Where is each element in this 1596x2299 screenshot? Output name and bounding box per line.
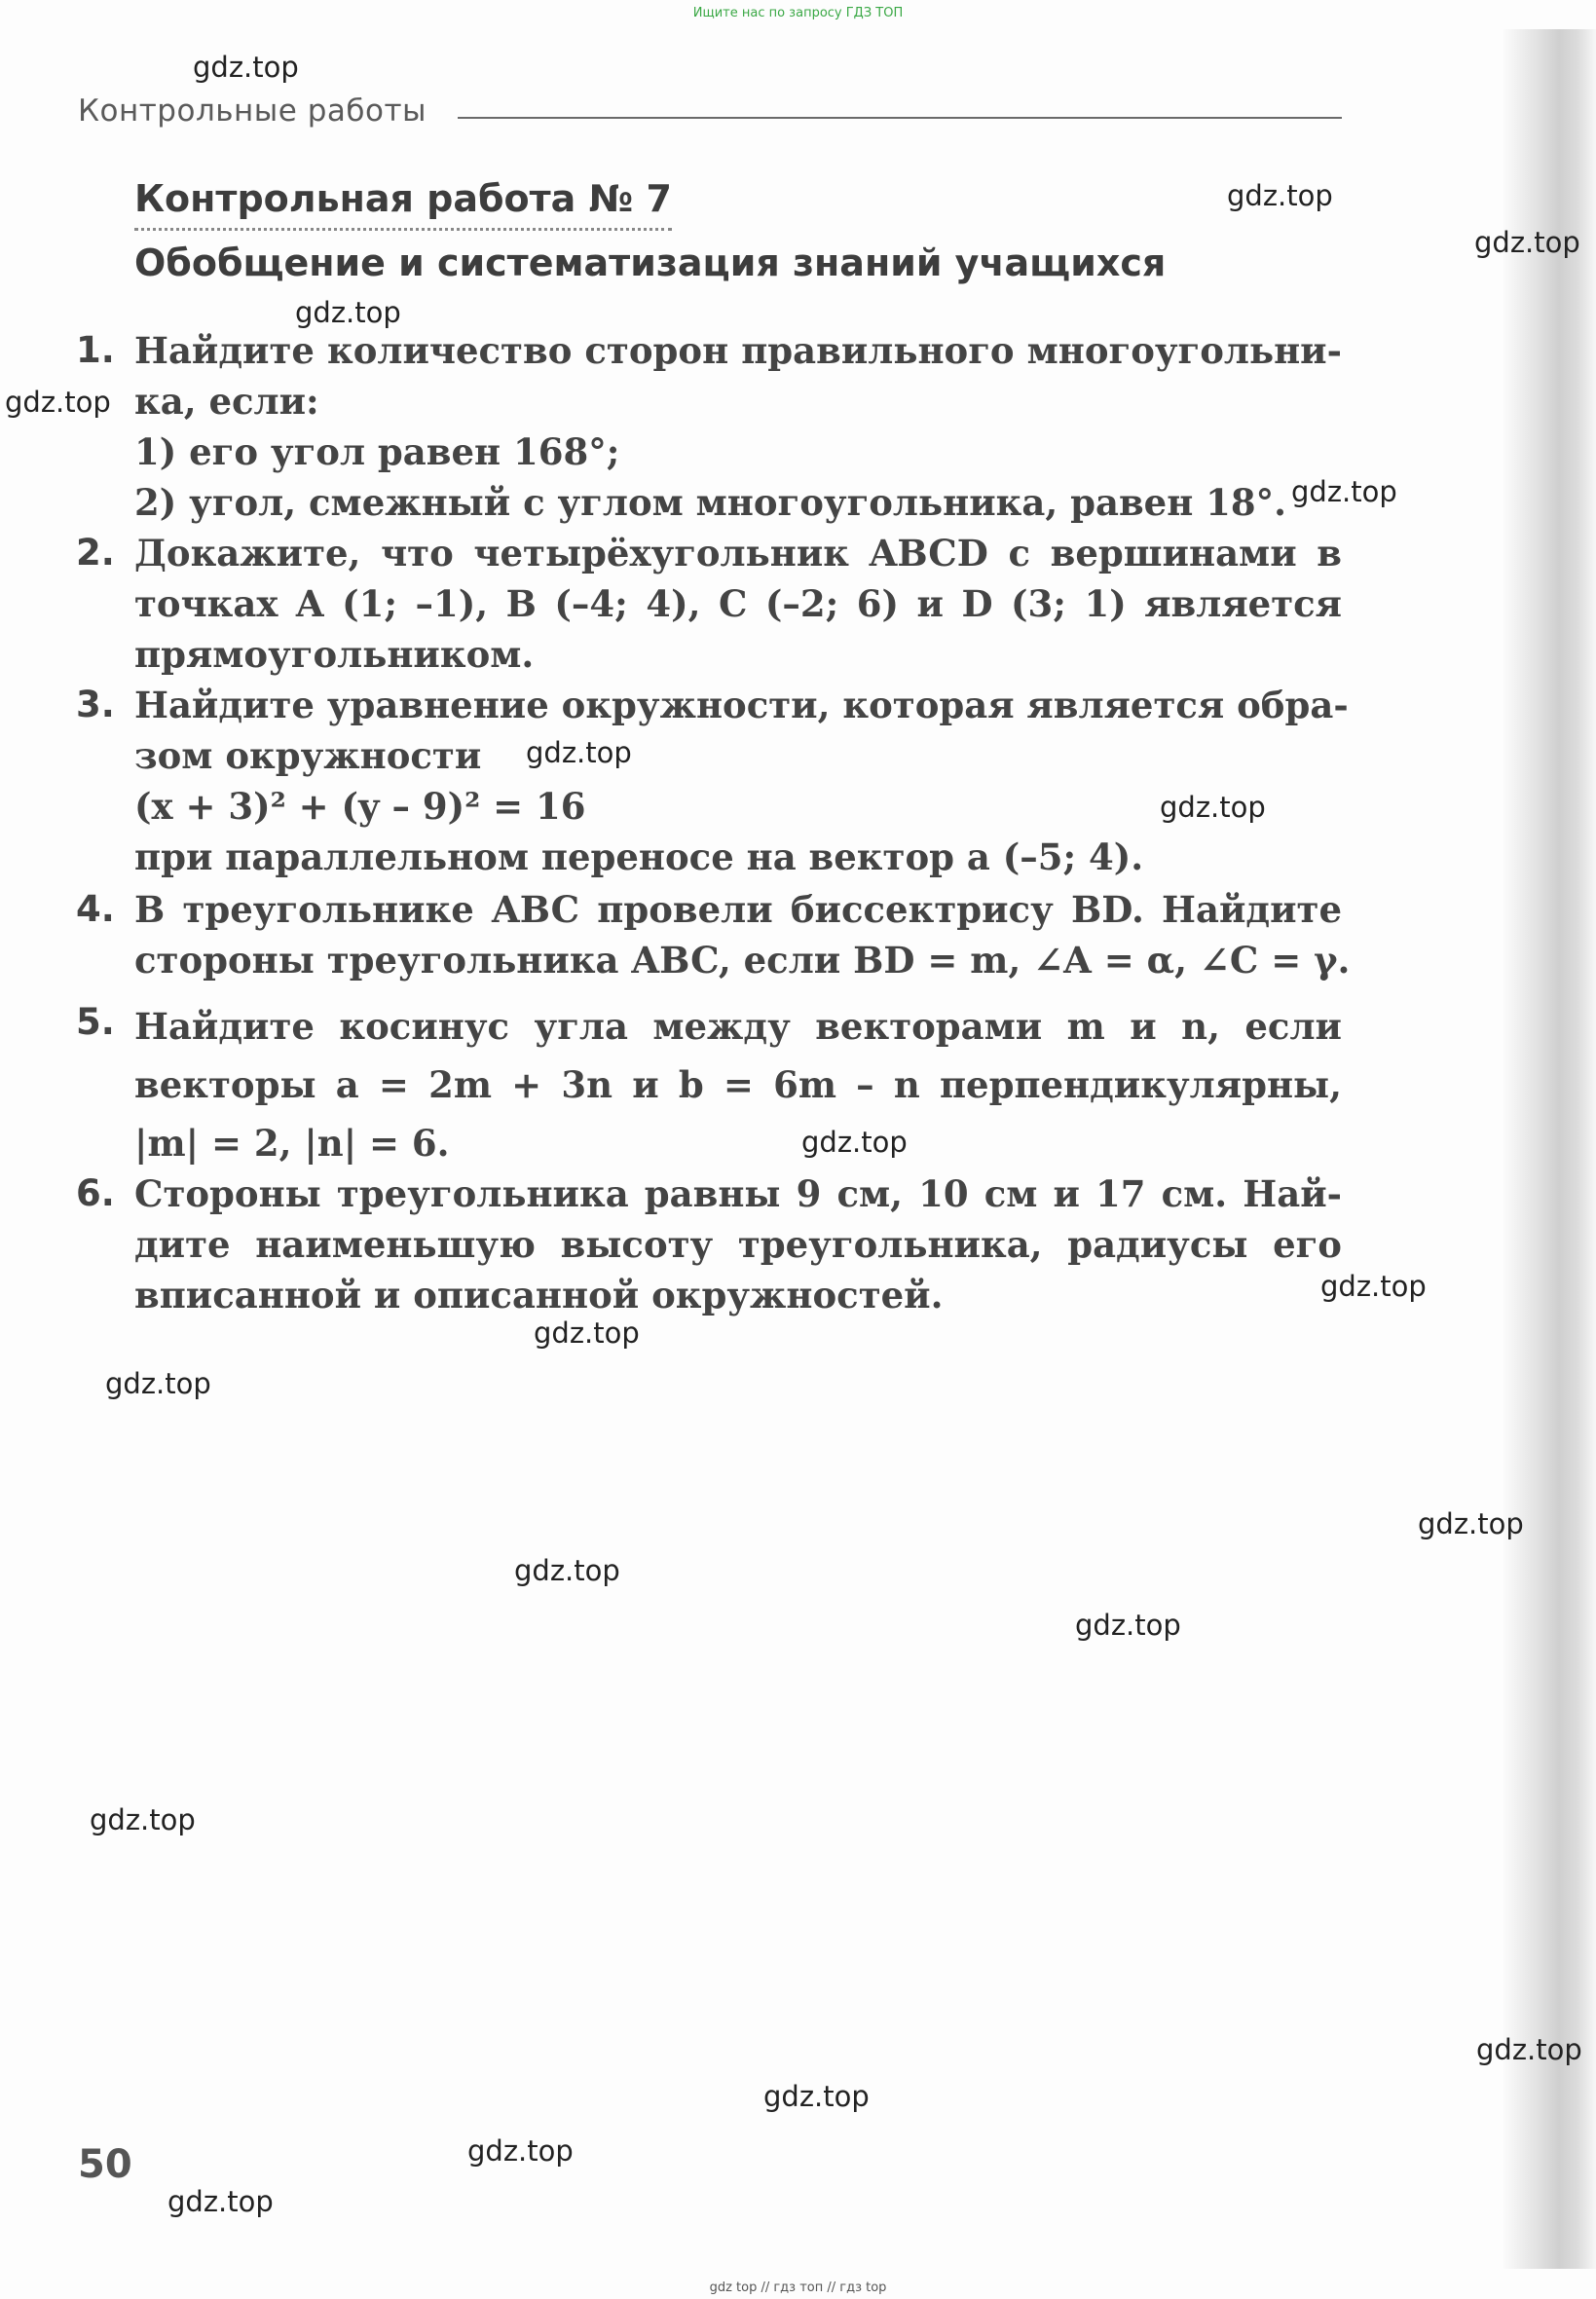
task-line: Найдите количество сторон правильного многоугольни- xyxy=(134,329,1342,372)
task-line: |m| = 2, |n| = 6. xyxy=(134,1122,450,1165)
watermark: gdz.top xyxy=(295,296,401,329)
section-title: Контрольные работы xyxy=(78,93,427,129)
task-line: зом окружности xyxy=(134,734,482,777)
task-line: вписанной и описанной окружностей. xyxy=(134,1274,944,1316)
task-line: В треугольнике ABC провели биссектрису BD. Найдите xyxy=(134,888,1342,931)
task-line: прямоугольником. xyxy=(134,633,535,676)
watermark: gdz.top xyxy=(1160,791,1266,824)
watermark: gdz.top xyxy=(763,2080,870,2113)
task-line: 2) угол, смежный с углом многоугольника, равен 18°. xyxy=(134,481,1287,524)
watermark: gdz.top xyxy=(467,2134,574,2168)
watermark: gdz.top xyxy=(1075,1609,1181,1642)
watermark: gdz.top xyxy=(534,1316,640,1350)
task-number: 2. xyxy=(76,532,115,574)
watermark: gdz.top xyxy=(526,736,632,769)
watermark: gdz.top xyxy=(1474,226,1580,259)
test-title: Контрольная работа № 7 xyxy=(134,177,672,231)
watermark: gdz.top xyxy=(105,1367,211,1400)
task-number: 5. xyxy=(76,1001,115,1043)
watermark: gdz.top xyxy=(1291,475,1397,508)
task-number: 4. xyxy=(76,888,115,930)
book-spine-shadow xyxy=(1503,29,1596,2269)
task-number: 6. xyxy=(76,1172,115,1214)
task-line: Найдите уравнение окружности, которая является обра- xyxy=(134,684,1349,726)
page-number: 50 xyxy=(78,2142,132,2187)
task-line: стороны треугольника ABC, если BD = m, ∠A = α, ∠C = γ. xyxy=(134,939,1351,982)
task-line: дите наименьшую высоту треугольника, радиусы его xyxy=(134,1223,1342,1266)
watermark: gdz.top xyxy=(193,51,299,84)
watermark: gdz.top xyxy=(5,386,111,419)
task-number: 1. xyxy=(76,329,115,371)
task-line: 1) его угол равен 168°; xyxy=(134,430,620,473)
task-line: Докажите, что четырёхугольник ABCD с вершинами в xyxy=(134,532,1342,575)
watermark: gdz.top xyxy=(1227,179,1333,212)
watermark: gdz.top xyxy=(1476,2033,1582,2066)
task-number: 3. xyxy=(76,684,115,725)
task-line: Стороны треугольника равны 9 см, 10 см и 17 см. Най- xyxy=(134,1172,1342,1215)
watermark: gdz.top xyxy=(1418,1507,1524,1540)
equation: (x + 3)² + (y – 9)² = 16 xyxy=(134,785,586,828)
top-search-note: Ищите нас по запросу ГДЗ ТОП xyxy=(692,6,904,20)
watermark: gdz.top xyxy=(514,1554,620,1587)
header-rule xyxy=(458,117,1342,119)
test-subtitle: Обобщение и систематизация знаний учащихся xyxy=(134,241,1167,284)
task-line: при параллельном переносе на вектор a (–5; 4). xyxy=(134,835,1144,878)
watermark: gdz.top xyxy=(1320,1270,1427,1303)
watermark: gdz.top xyxy=(167,2185,274,2218)
task-line: ка, если: xyxy=(134,380,319,423)
task-line: векторы a = 2m + 3n и b = 6m – n перпендикулярны, xyxy=(134,1063,1342,1106)
watermark: gdz.top xyxy=(801,1126,908,1159)
watermark: gdz.top xyxy=(90,1803,196,1836)
task-line: Найдите косинус угла между векторами m и n, если xyxy=(134,1005,1342,1048)
task-line: точках A (1; –1), B (–4; 4), C (–2; 6) и D (3; 1) является xyxy=(134,582,1342,625)
footer-note: gdz top // гдз топ // гдз top xyxy=(709,2280,887,2295)
